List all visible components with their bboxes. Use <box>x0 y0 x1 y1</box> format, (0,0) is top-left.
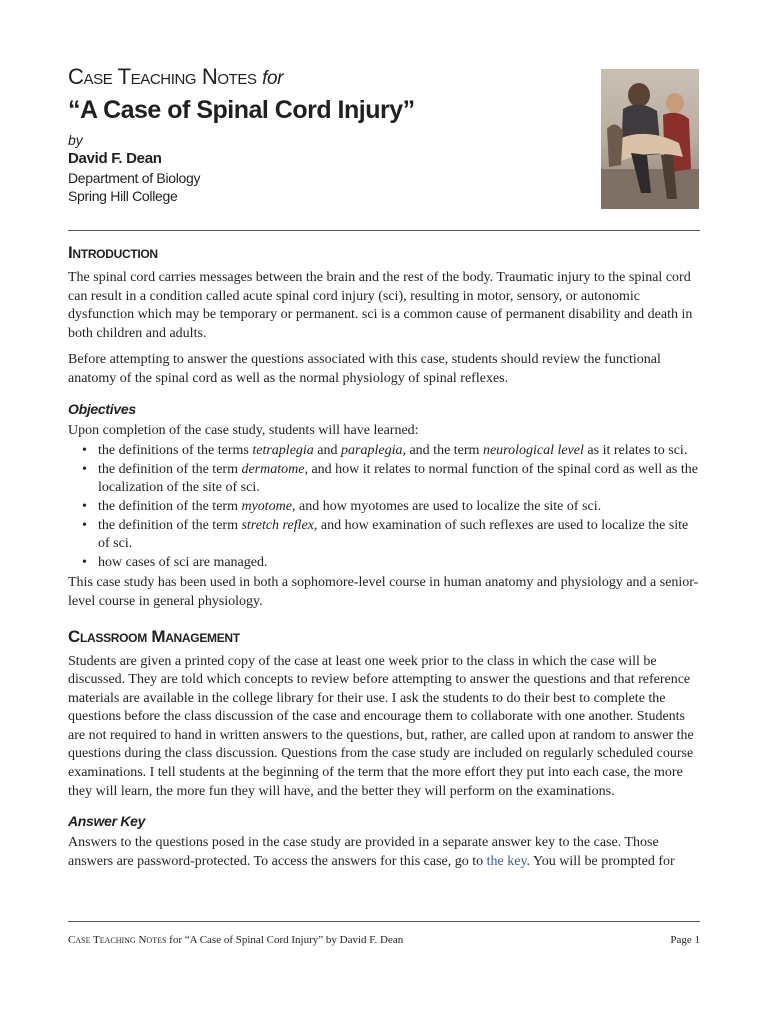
document-body <box>68 240 700 879</box>
footer-divider <box>68 921 700 922</box>
header-divider <box>68 230 700 231</box>
footer-running-title: Case Teaching Notes for “A Case of Spinal Cord Injury” by David F. Dean <box>68 934 404 946</box>
list-item: • the definitions of the terms tetraplegia and paraplegia, and the term neurological level as it relates to sci. <box>98 442 700 461</box>
case-illustration-image <box>601 69 699 209</box>
list-item: • the definition of the term stretch reflex, and how examination of such reflexes are used to localize the site of sci. <box>98 517 700 554</box>
list-item: • how cases of sci are managed. <box>98 554 700 573</box>
author-name: David F. Dean <box>68 150 162 167</box>
title-case-teaching-notes: Case Teaching Notes <box>68 64 257 89</box>
answer-key-paragraph: Answers to the questions posed in the case study are provided in a separate answer key to the case. Those answers are password-protected. To access the answers for this case, go to the key. You will be prompted for <box>68 835 675 869</box>
objectives-lead: Upon completion of the case study, students will have learned: <box>68 422 419 438</box>
answer-key-link[interactable]: the key <box>486 853 527 869</box>
document-header <box>68 62 588 205</box>
byline-by: by <box>68 132 83 148</box>
subheading-answer-key: Answer Key <box>68 813 146 830</box>
objectives-usage-paragraph: This case study has been used in both a sophomore-level course in human anatomy and physiology and a senior-level course in general physiology. <box>68 575 699 609</box>
footer-page-number: Page 1 <box>670 934 700 946</box>
document-title-case-name: “A Case of Spinal Cord Injury” <box>68 96 415 124</box>
intro-paragraph-2: Before attempting to answer the questions associated with this case, students should review the functional anatomy of the spinal cord as well as the normal physiology of spinal reflexes. <box>68 352 661 386</box>
section-heading-introduction: Introduction <box>68 243 158 262</box>
title-for: for <box>262 68 284 89</box>
subheading-objectives: Objectives <box>68 400 136 417</box>
intro-paragraph-1: The spinal cord carries messages between the brain and the rest of the body. Traumatic injury to the spinal cord can result in a condition called acute spinal cord injury (sci), resulting in motor, sensory, or autonomic dysfunction which may be temporary or permanent. sci is a common cause of permanent disability and death in both children and adults. <box>68 270 693 341</box>
list-item: • the definition of the term dermatome, and how it relates to normal function of the spinal cord as well as the localization of the site of sci. <box>98 461 700 498</box>
classroom-paragraph: Students are given a printed copy of the case at least one week prior to the class in which the case will be discussed. They are told which concepts to review before attempting to answer the questions and that reference materials are available in the college library for their use. I ask the students to do their best to complete the questions before the class discussion of the case and encourage them to collaborate with one another. Students are not required to hand in written answers to the questions, but, rather, are called upon at random to answer the questions during the class discussion. Questions from the case study are included on regularly scheduled course examinations. I tell students at the beginning of the term that the more effort they put into each case, the more they will learn, the more fun they will have, and the better they will perform on the examinations. <box>68 653 694 799</box>
section-heading-classroom-management: Classroom Management <box>68 626 240 646</box>
objectives-list <box>68 442 700 572</box>
author-college: Spring Hill College <box>68 188 178 204</box>
document-title-line1 <box>68 62 588 94</box>
list-item: • the definition of the term myotome, and how myotomes are used to localize the site of sci. <box>98 498 700 517</box>
author-department: Department of Biology <box>68 170 201 186</box>
